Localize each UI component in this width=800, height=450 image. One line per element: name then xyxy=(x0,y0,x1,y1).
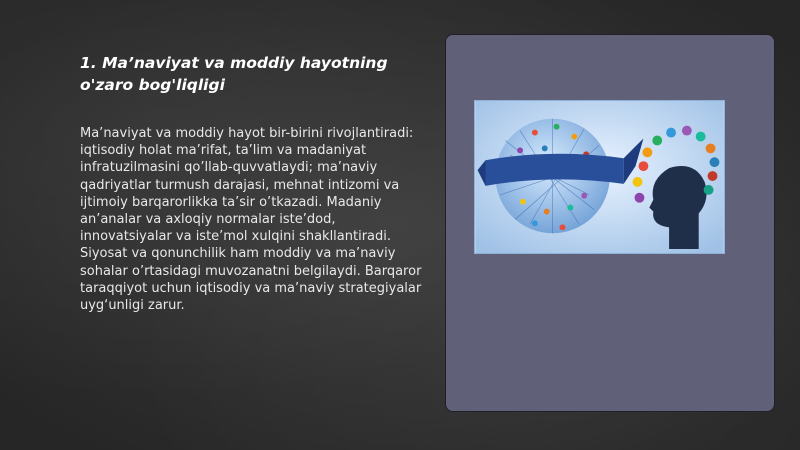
social-network-illustration xyxy=(474,100,725,254)
globe-people-icon xyxy=(475,101,724,253)
slide-body-text: Ma’naviyat va moddiy hayot bir-birini rivojlantiradi: iqtisodiy holat ma’rifat, ta’lim va madaniyat infratuzilmasini qo’llab-quvvatlaydi; ma’naviy qadriyatlar turmush darajasi, mehnat intizomi va ijtimoiy barqarorlikka ta’sir o’tkazadi. Madaniy an’analar va axloqiy normalar iste’dod, innovatsiyalar va iste’mol xulqini shakllantiradi. Siyosat va qonunchilik ham moddiy va ma’naviy sohalar o’rtasidagi muvozanatni belgilaydi. Barqaror taraqqiyot uchun iqtisodiy va ma’naviy strategiyalar uyg‘unligi zarur. xyxy=(80,126,422,314)
slide-title: 1. Ma’naviyat va moddiy hayotning o'zaro bog'liqligi xyxy=(80,54,388,94)
